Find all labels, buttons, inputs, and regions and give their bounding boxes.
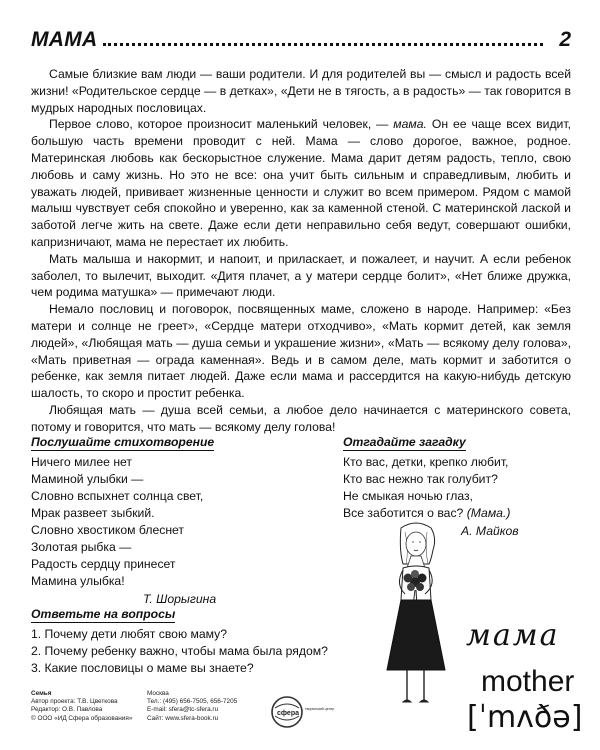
body-text xyxy=(31,66,571,436)
riddle-answer: (Мама.) xyxy=(466,506,511,520)
question-item: 3. Какие пословицы о маме вы знаете? xyxy=(31,661,254,675)
poem-section xyxy=(31,434,301,608)
riddle-line: Не смыкая ночью глаз, xyxy=(343,489,473,503)
riddle-line: Кто вас нежно так голубит? xyxy=(343,472,498,486)
poem-line: Радость сердцу принесет xyxy=(31,557,176,571)
questions-title: Ответьте на вопросы xyxy=(31,607,176,621)
footer-series: Семья xyxy=(31,690,52,697)
word-english: mother xyxy=(481,665,575,698)
poem-title: Послушайте стихотворение xyxy=(31,435,215,449)
riddle-title: Отгадайте загадку xyxy=(343,435,466,449)
poem-line: Ничего милее нет xyxy=(31,455,133,469)
poem-author: Т. Шорыгина xyxy=(143,592,217,606)
riddle-line-text: Все заботится о вас? xyxy=(343,506,464,520)
footer-site: Сайт: www.sfera-book.ru xyxy=(147,714,219,722)
logo-subtext: творческий центр xyxy=(305,707,335,711)
paragraph xyxy=(31,116,571,250)
poem-line: Маминой улыбки — xyxy=(31,472,144,486)
paragraph-text: Первое слово, которое произносит маленький человек, — xyxy=(49,117,394,132)
header xyxy=(31,27,571,53)
footer-author: Автор проекта: Т.В. Цветкова xyxy=(31,698,118,706)
paragraph-text: Он ее чаще всех видит, большую часть времени проводит с ней. Мама — слово дорогое, важное, родное. Материнская любовь как бескорыстное служение. Мама дарит детям радость, тепло, свою любовь и саму жизнь. Но это не все: она учит быть сильным и справедливым, любить и уважать людей, прививает жизненные ценности и служит во всем примером. Рядом с мамой малыш чувствует себя спокойно и уверенно, как за каменной стеной. С материнской лаской и заботой легче жить на свете. Даже если дети неправильно себя ведут, совершают ошибки, капризничают, мама не перестает их любить. xyxy=(31,117,571,249)
paragraph: Самые близкие вам люди — ваши родители. И для родителей вы — смысл и радость всей жизни! «Родительское сердце — в детках», «Дети не в тягость, а в радость» — так говорится в мудрых народных пословицах. xyxy=(31,67,571,115)
poem-line: Мамина улыбка! xyxy=(31,574,125,588)
poem-line: Мрак развеет зыбкий. xyxy=(31,506,155,520)
riddle-author: А. Майков xyxy=(461,524,519,538)
footer-phone: Тел.: (495) 656-7505, 656-7205 xyxy=(147,698,238,706)
poem-line: Золотая рыбка — xyxy=(31,540,132,554)
footer-editor: Редактор: О.В. Павлова xyxy=(31,706,103,714)
title-dot-leader xyxy=(103,43,543,46)
question-item: 1. Почему дети любят свою маму? xyxy=(31,627,228,641)
page-title: МАМА xyxy=(31,28,98,51)
paragraph-emphasis: мама. xyxy=(393,117,427,132)
paragraph: Любящая мать — душа всей семьи, а любое дело начинается с материнского совета, потому и говорится, что мать — всякому делу голова! xyxy=(31,402,571,434)
footer-copyright: © ООО «ИД Сфера образования» xyxy=(31,714,133,722)
sfera-logo xyxy=(271,694,335,730)
questions-section xyxy=(31,606,361,677)
footer-contacts xyxy=(147,690,237,723)
footer-credits xyxy=(31,690,132,723)
poem-line: Словно хвостиком блеснет xyxy=(31,523,185,537)
question-item: 2. Почему ребенку важно, чтобы мама была рядом? xyxy=(31,644,328,658)
footer-city: Москва xyxy=(147,690,169,697)
poem-line: Словно вспыхнет солнца свет, xyxy=(31,489,204,503)
paragraph: Немало пословиц и поговорок, посвященных маме, сложено в народе. Например: «Без матери и солнце не греет», «Сердце матери отходчиво», «Мать кормит детей, как земля людей», «Любящая мать — душа семьи и украшение жизни», «Мать — всякому делу голова», «Мать приветная — ограда каменная». Ведь и в самом деле, мать кормит и заботится о ребенке, как земля питает людей. Даже если мама и рассердится на какую-нибудь детскую шалость, то скоро и простит ребенка. xyxy=(31,302,571,401)
riddle-line: Кто вас, детки, крепко любит, xyxy=(343,455,509,469)
publisher-footer xyxy=(31,690,451,740)
word-transcription: [ˈmʌðə] xyxy=(467,700,583,735)
word-russian: мама xyxy=(466,618,560,653)
footer-email: E-mail: sfera@tc-sfera.ru xyxy=(147,706,219,714)
paragraph: Мать малыша и накормит, и напоит, и приласкает, и пожалеет, и научит. А если ребенок заболел, то вылечит, выходит. «Дитя плачет, а у матери сердце болит», «Нет ближе дружка, чем родима матушка» — примечают люди. xyxy=(31,251,571,300)
girl-with-flowers-illustration xyxy=(379,520,454,710)
logo-text: сфера xyxy=(277,710,299,717)
page-number: 2 xyxy=(559,28,571,51)
